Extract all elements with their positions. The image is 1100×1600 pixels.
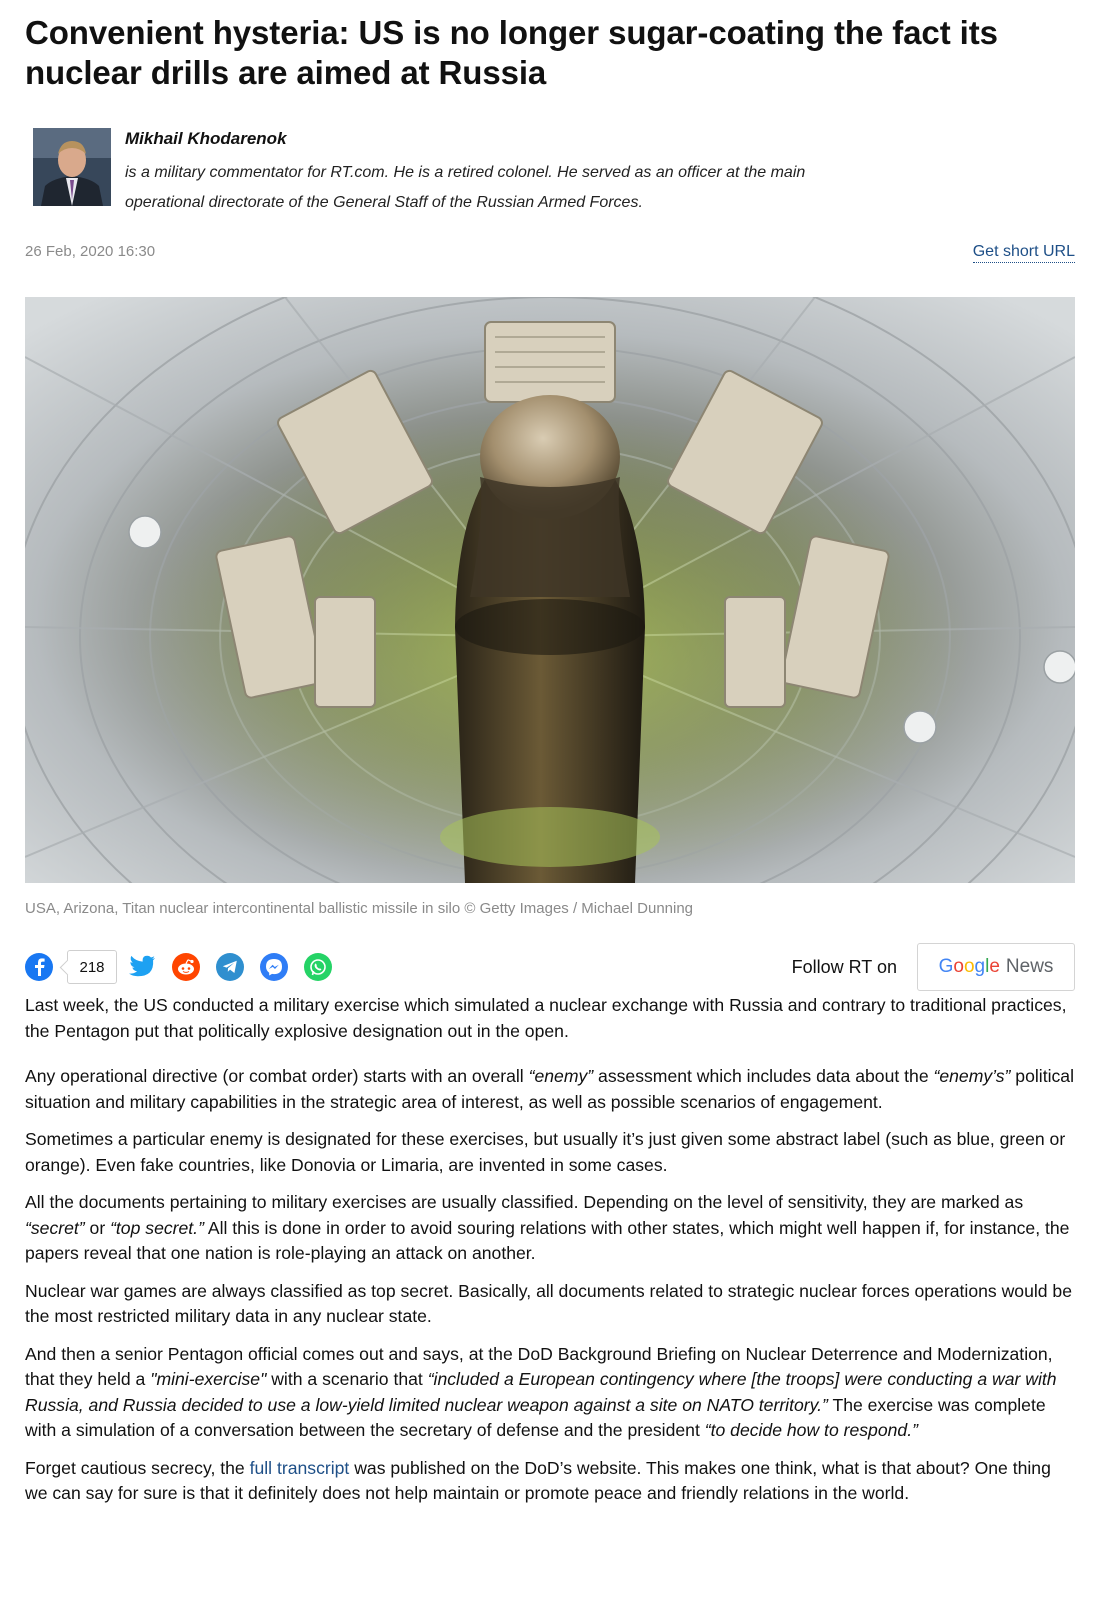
telegram-icon[interactable] xyxy=(216,953,244,981)
author-bio: is a military commentator for RT.com. He is a retired colonel. He served as an officer at the main operational directorate of the General Staff of the Russian Armed Forces. xyxy=(125,164,806,211)
reddit-icon[interactable] xyxy=(172,953,200,981)
paragraph-6: And then a senior Pentagon official comes out and says, at the DoD Background Briefing on Nuclear Deterrence and Modernization, that they held a "mini-exercise" with a scenario that “included a European contingency where [the troops] were conducting a war with Russia, and Russia decided to use a low-yield limited nuclear weapon against a site on NATO territory.” The exercise was complete with a simulation of a conversation between the secretary of defense and the president “to decide how to respond.” xyxy=(25,1343,1057,1440)
publish-date: 26 Feb, 2020 16:30 xyxy=(25,243,156,260)
author-block xyxy=(33,128,1033,218)
paragraph-5: Nuclear war games are always classified as top secret. Basically, all documents related to strategic nuclear forces operations would be the most restricted military data in any nuclear state. xyxy=(25,1280,1072,1326)
article-body xyxy=(25,993,1075,1519)
get-short-url-link[interactable]: Get short URL xyxy=(973,243,1075,263)
share-bar xyxy=(25,950,1075,986)
paragraph-1: Last week, the US conducted a military exercise which simulated a nuclear exchange with Russia and contrary to traditional practices, the Pentagon put that politically explosive designation out in the open. xyxy=(25,995,1067,1041)
twitter-icon[interactable] xyxy=(128,953,156,981)
google-news-button[interactable] xyxy=(917,943,1075,991)
facebook-icon[interactable] xyxy=(25,953,53,981)
share-count: 218 xyxy=(67,950,117,984)
author-name[interactable]: Mikhail Khodarenok xyxy=(125,129,287,148)
hero-caption: USA, Arizona, Titan nuclear intercontinental ballistic missile in silo © Getty Images / Michael Dunning xyxy=(25,900,694,917)
article-title: Convenient hysteria: US is no longer sugar-coating the fact its nuclear drills are aimed at Russia xyxy=(25,14,998,91)
messenger-icon[interactable] xyxy=(260,953,288,981)
google-wordmark: Google xyxy=(938,956,1000,977)
paragraph-3: Sometimes a particular enemy is designated for these exercises, but usually it’s just given some abstract label (such as blue, green or orange). Even fake countries, like Donovia or Limaria, are invented in some cases. xyxy=(25,1129,1066,1175)
hero-image xyxy=(25,297,1075,883)
follow-rt-label: Follow RT on xyxy=(791,957,897,977)
author-avatar xyxy=(33,128,111,206)
paragraph-7: Forget cautious secrecy, the full transcript was published on the DoD’s website. This makes one think, what is that about? One thing we can say for sure is that it definitely does not help maintain or promote peace and friendly relations in the world. xyxy=(25,1457,1051,1503)
paragraph-2: Any operational directive (or combat order) starts with an overall “enemy” assessment which includes data about the “enemy’s” political situation and military capabilities in the strategic area of interest, as well as possible scenarios of engagement. xyxy=(25,1066,1074,1112)
google-news-label: News xyxy=(1005,956,1054,977)
whatsapp-icon[interactable] xyxy=(304,953,332,981)
paragraph-4: All the documents pertaining to military exercises are usually classified. Depending on the level of sensitivity, they are marked as “secret” or “top secret.” All this is done in order to avoid souring relations with other states, which might well happen if, for instance, the papers reveal that one nation is role-playing an attack on another. xyxy=(25,1192,1070,1263)
full-transcript-link[interactable]: full transcript xyxy=(249,1457,350,1478)
